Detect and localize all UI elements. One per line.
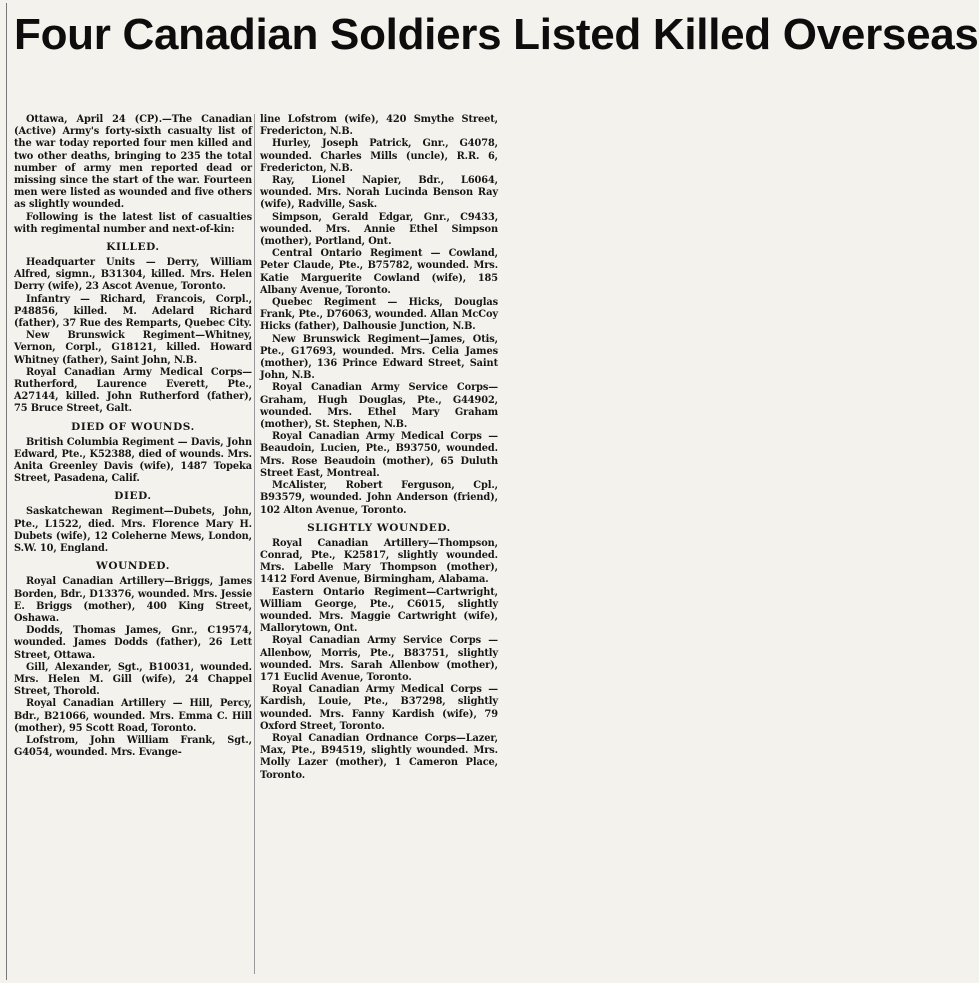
casualty-entry: Infantry — Richard, Francois, Corpl., P48856, killed. M. Adelard Richard (father), 37 Rue des Remparts, Quebec City. bbox=[14, 293, 252, 330]
casualty-entry: Royal Canadian Artillery — Hill, Percy, Bdr., B21066, wounded. Mrs. Emma C. Hill (mother), 95 Scott Road, Toronto. bbox=[14, 698, 252, 734]
casualty-entry: Quebec Regiment — Hicks, Douglas Frank, Pte., D76063, wounded. Allan McCoy Hicks (father), Dalhousie Junction, N.B. bbox=[260, 297, 498, 333]
following-paragraph: Following is the latest list of casualties with regimental number and next-of-kin: bbox=[14, 211, 252, 235]
heading-slightly-wounded: SLIGHTLY WOUNDED. bbox=[307, 521, 451, 534]
casualty-entry: Hurley, Joseph Patrick, Gnr., G4078, wounded. Charles Mills (uncle), R.R. 6, Fredericton, N.B. bbox=[260, 138, 498, 174]
casualty-entry: McAlister, Robert Ferguson, Cpl., B93579, wounded. John Anderson (friend), 102 Alton Avenue, Toronto. bbox=[260, 480, 498, 516]
casualty-entry: Royal Canadian Artillery—Thompson, Conrad, Pte., K25817, slightly wounded. Mrs. Labelle Mary Thompson (mother), 1412 Ford Avenue, Birmingham, Alabama. bbox=[260, 537, 498, 586]
casualty-entry: Eastern Ontario Regiment—Cartwright, William George, Pte., C6015, slightly wounded. Mrs. Maggie Cartwright (wife), Mallorytown, Ont. bbox=[260, 586, 498, 635]
casualty-entry: New Brunswick Regiment—James, Otis, Pte., G17693, wounded. Mrs. Celia James (mother), 136 Prince Edward Street, Saint John, N.B. bbox=[260, 333, 498, 382]
adjacent-column-edge bbox=[0, 0, 6, 983]
died-of-wounds-list bbox=[14, 437, 252, 486]
casualty-entry: Royal Canadian Army Service Corps — Allenbow, Morris, Pte., B83751, slightly wounded. Mrs. Sarah Allenbow (mother), 171 Euclid Avenue, Toronto. bbox=[260, 635, 498, 683]
casualty-entry: British Columbia Regiment — Davis, John Edward, Pte., K52388, died of wounds. Mrs. Anita Greenley Davis (wife), 1487 Topeka Street, Pasadena, Calif. bbox=[14, 436, 252, 485]
casualty-entry: Royal Canadian Army Medical Corps—Rutherford, Laurence Everett, Pte., A27144, killed. John Rutherford (father), 75 Bruce Street, Galt. bbox=[14, 366, 252, 415]
casualty-entry: Lofstrom, John William Frank, Sgt., G4054, wounded. Mrs. Evange- bbox=[14, 734, 252, 759]
intro-paragraph bbox=[14, 114, 252, 212]
casualty-entry: Royal Canadian Army Medical Corps — Kardish, Louie, Pte., B37298, slightly wounded. Mrs. Fanny Kardish (wife), 79 Oxford Street, Toronto. bbox=[260, 684, 498, 732]
casualty-entry: Royal Canadian Army Service Corps—Graham, Hugh Douglas, Pte., G44902, wounded. Mrs. Ethel Mary Graham (mother), St. Stephen, N.B. bbox=[260, 382, 498, 431]
column-right bbox=[260, 114, 498, 980]
casualty-entry: Simpson, Gerald Edgar, Gnr., C9433, wounded. Mrs. Annie Ethel Simpson (mother), Portland, Ont. bbox=[260, 211, 498, 248]
article-columns bbox=[14, 114, 498, 980]
casualty-entry: Royal Canadian Artillery—Briggs, James Borden, Bdr., D13376, wounded. Mrs. Jessie E. Briggs (mother), 400 King Street, Oshawa. bbox=[14, 576, 252, 624]
casualty-entry: Ray, Lionel Napier, Bdr., L6064, wounded. Mrs. Norah Lucinda Benson Ray (wife), Radville, Sask. bbox=[260, 175, 498, 211]
column-left bbox=[14, 114, 252, 980]
slightly-wounded-list bbox=[260, 538, 498, 782]
dateline: Ottawa, April 24 (CP). bbox=[26, 114, 163, 125]
headline: Four Canadian Soldiers Listed Killed Overseas bbox=[14, 10, 979, 59]
casualty-entry: Royal Canadian Army Medical Corps — Beaudoin, Lucien, Pte., B93750, wounded. Mrs. Rose Beaudoin (mother), 65 Duluth Street East, Montreal. bbox=[260, 431, 498, 479]
heading-died: DIED. bbox=[114, 490, 152, 503]
casualty-entry: Saskatchewan Regiment—Dubets, John, Pte., L1522, died. Mrs. Florence Mary H. Dubets (wife), 12 Coleherne Mews, London, S.W. 10, England. bbox=[14, 506, 252, 555]
wounded-list-part1 bbox=[14, 576, 252, 759]
casualty-entry: Headquarter Units — Derry, William Alfred, sigmn., B31304, killed. Mrs. Helen Derry (wife), 23 Ascot Avenue, Toronto. bbox=[14, 257, 252, 293]
casualty-entry: Dodds, Thomas James, Gnr., C19574, wounded. James Dodds (father), 26 Lett Street, Ottawa. bbox=[14, 625, 252, 661]
casualty-entry: Central Ontario Regiment — Cowland, Peter Claude, Pte., B75782, wounded. Mrs. Katie Marguerite Cowland (wife), 185 Albany Avenue, Toronto. bbox=[260, 248, 498, 296]
heading-wounded: WOUNDED. bbox=[96, 560, 170, 573]
heading-killed: KILLED. bbox=[106, 241, 160, 254]
casualty-entry: Gill, Alexander, Sgt., B10031, wounded. Mrs. Helen M. Gill (wife), 24 Chappel Street, Thorold. bbox=[14, 661, 252, 698]
heading-died-of-wounds: DIED OF WOUNDS. bbox=[71, 420, 195, 433]
wounded-list-part2 bbox=[260, 138, 498, 516]
intro-text: —The Canadian (Active) Army's forty-sixth casualty list of the war today reported four men killed and two other deaths, bringing to 235 the total number of army men reported dead or missing since the start of the war. Fourteen men were listed as wounded and five others as slightly wounded. bbox=[14, 114, 252, 211]
casualty-entry: Royal Canadian Ordnance Corps—Lazer, Max, Pte., B94519, slightly wounded. Mrs. Molly Lazer (mother), 1 Cameron Place, Toronto. bbox=[260, 732, 498, 781]
killed-list bbox=[14, 257, 252, 416]
died-list bbox=[14, 506, 252, 555]
wounded-continued-text: line Lofstrom (wife), 420 Smythe Street, Fredericton, N.B. bbox=[260, 114, 498, 138]
casualty-entry: New Brunswick Regiment—Whitney, Vernon, Corpl., G18121, killed. Howard Whitney (father), Saint John, N.B. bbox=[14, 330, 252, 366]
